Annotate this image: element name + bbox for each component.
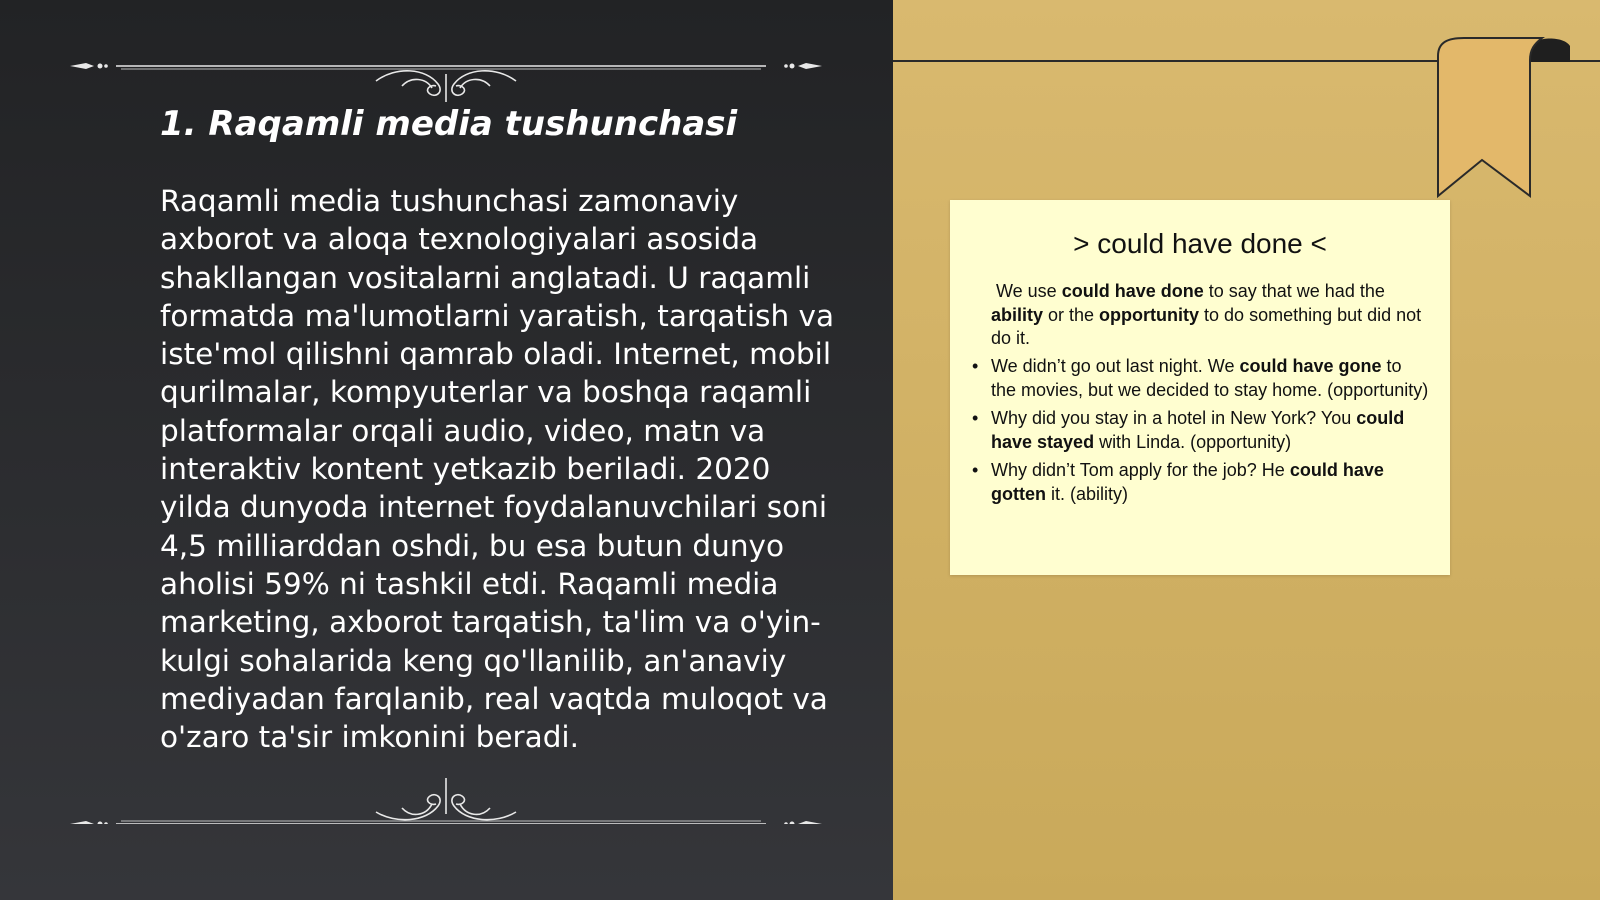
list-item — [972, 459, 1431, 506]
example-bold: could have stayed — [991, 408, 1405, 452]
intro-text: We use — [996, 281, 1062, 301]
grammar-note-card — [950, 200, 1450, 575]
slide-body-text: Raqamli media tushunchasi zamonaviy axborot va aloqa texnologiyalari asosida shakllangan vositalarni anglatadi. U raqamli formatda ma'lumotlarni yaratish, tarqatish va iste'mol qilishni qamrab oladi. Internet, mobil qurilmalar, kompyuterlar va boshqa raqamli platformalar orqali audio, video, matn va interaktiv kontent yetkazib beriladi. 2020 yilda dunyoda internet foydalanuvchilari soni 4,5 milliarddan oshdi, bu esa butun dunyo aholisi 59% ni tashkil etdi. Raqamli media marketing, axborot tarqatish, ta'lim va o'yin-kulgi sohalarida keng qo'llanilib, an'anaviy mediyadan farqlanib, real vaqtda muloqot va o'zaro ta'sir imkonini beradi. — [160, 184, 835, 755]
example-text: We didn’t go out last night. We — [991, 356, 1240, 376]
slide-title: 1. Raqamli media tushunchasi — [160, 104, 738, 144]
example-bold: could have gone — [1239, 356, 1382, 376]
example-list — [972, 355, 1431, 511]
flourish-divider-icon — [66, 56, 826, 106]
example-bold: could have gotten — [991, 460, 1384, 504]
example-text: Why didn’t Tom apply for the job? He — [991, 460, 1290, 480]
example-text: it. (ability) — [1045, 483, 1128, 504]
list-item — [972, 407, 1431, 454]
list-item — [972, 355, 1431, 402]
intro-bold: could have done — [1061, 281, 1204, 301]
bullet-icon: • — [972, 356, 979, 376]
intro-text: to do something but did not do it. — [991, 304, 1422, 348]
example-text: to the movies, but we decided to stay home. (opportunity) — [991, 356, 1429, 400]
intro-bold: opportunity — [1099, 304, 1200, 325]
flourish-divider-icon — [66, 774, 826, 824]
intro-bold: ability — [991, 304, 1044, 325]
bookmark-ribbon-icon — [1424, 36, 1594, 204]
example-text: Why did you stay in a hotel in New York? You — [991, 408, 1357, 428]
intro-text: to say that we had the — [1203, 281, 1385, 301]
bullet-icon: • — [972, 460, 979, 480]
bullet-icon: • — [972, 408, 979, 428]
intro-text: or the — [1043, 304, 1100, 325]
note-intro — [991, 280, 1431, 351]
note-heading: > could have done < — [1073, 228, 1327, 259]
example-text: with Linda. (opportunity) — [1094, 431, 1292, 452]
